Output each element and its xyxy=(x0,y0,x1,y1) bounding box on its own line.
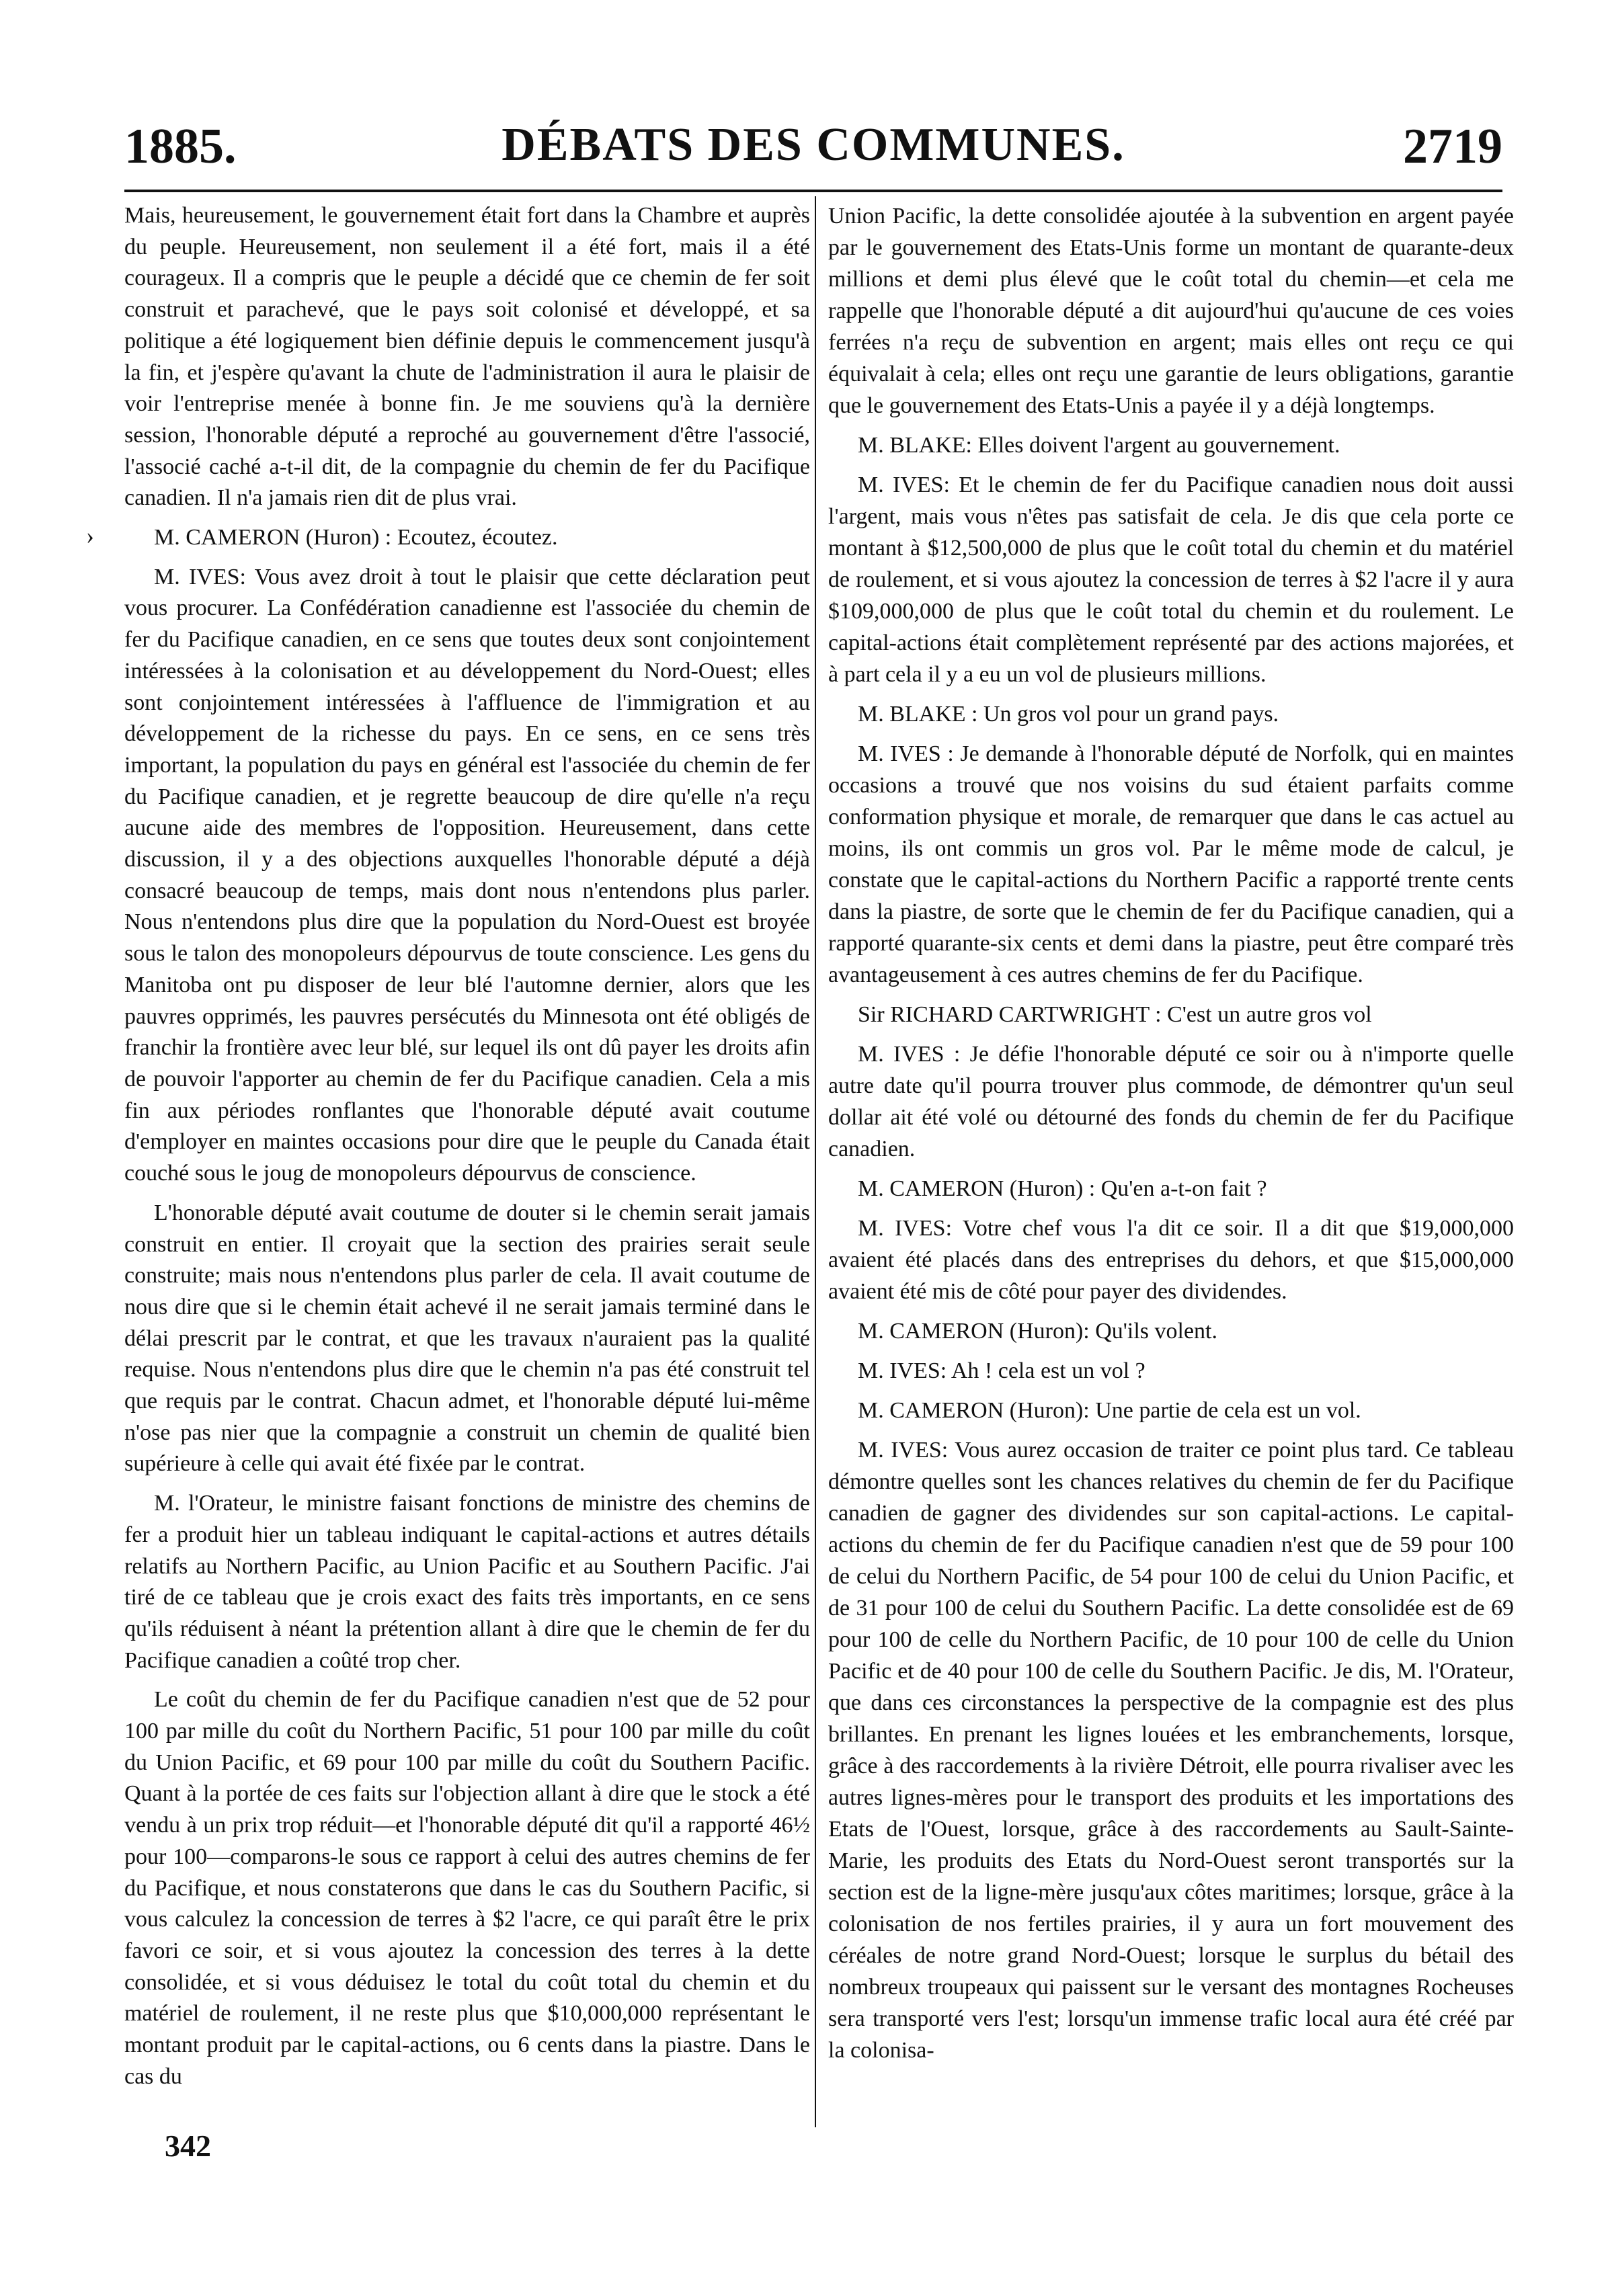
header-rule xyxy=(124,190,1502,192)
paragraph: M. BLAKE : Un gros vol pour un grand pays. xyxy=(858,702,1279,727)
paragraph: L'honorable député avait coutume de douter si le chemin serait jamais construit en entier. Il croyait que la section des prairies serait seule construite; mais nous n'entendons plus parler de cela. Il avait coutume de nous dire que si le chemin était achevé il ne serait jamais terminé dans le délai prescrit par le contrat, et que les travaux n'auraient pas la qualité requise. Nous n'entendons plus dire que le chemin n'a pas été construit tel que requis par le contrat. Chacun admet, et l'honorable député lui-même n'ose pas nier que la compagnie a construit un chemin de qualité bien supérieure à celle qui avait été fixée par le contrat. xyxy=(124,1200,810,1477)
paragraph: M. BLAKE: Elles doivent l'argent au gouvernement. xyxy=(858,433,1340,458)
paragraph: M. CAMERON (Huron): Une partie de cela est un vol. xyxy=(858,1398,1361,1423)
paragraph: M. IVES: Et le chemin de fer du Pacifique canadien nous doit aussi l'argent, mais vous n'êtes pas satisfait de cela. Je dis que cela porte ce montant à $12,500,000 de plus que le coût total du chemin et du matériel de roulement, et si vous ajoutez la concession de terres à $2 l'acre il y aura $109,000,000 de plus que le coût total du chemin et du roulement. Le capital-actions était complètement représenté par des actions majorées, et à part cela il y a eu un vol de plusieurs millions. xyxy=(828,473,1514,687)
paragraph: M. IVES: Vous avez droit à tout le plaisir que cette déclaration peut vous procurer. La Confédération canadienne est l'associée du chemin de fer du Pacifique canadien, en ce sens que toutes deux sont conjointement intéressées à la colonisation et au développement du Nord-Ouest; elles sont conjointement intéressées à l'affluence de l'immigration et au développement de la richesse du pays. En ce sens, en ce sens très important, la population du pays en général est l'associée du chemin de fer du Pacifique canadien, et je regrette beaucoup de dire qu'elle n'a reçu aucune aide des membres de l'opposition. Heureusement, dans cette discussion, il y a des objections auxquelles l'honorable député a déjà consacré beaucoup de temps, mais dont nous n'entendons plus parler. Nous n'entendons plus dire que la population du Nord-Ouest est broyée sous le talon des monopoleurs dépourvus de toute conscience. Les gens du Manitoba ont pu disposer de leur blé l'automne dernier, alors que les pauvres opprimés, les pauvres persécutés du Minnesota ont été obligés de franchir la frontière avec leur blé, sur lequel ils ont dû payer les droits afin de pouvoir l'apporter au chemin de fer du Pacifique canadien. Cela a mis fin aux périodes ronflantes que l'honorable député avait coutume d'employer en maintes occasions pour dire que le peuple du Canada était couché sous le joug de monopoleurs dépourvus de conscience. xyxy=(124,564,810,1186)
paragraph: Sir RICHARD CARTWRIGHT : C'est un autre gros vol xyxy=(858,1002,1372,1027)
paragraph: Union Pacific, la dette consolidée ajoutée à la subvention en argent payée par le gouvernement des Etats-Unis forme un montant de quarante-deux millions et demi plus élevé que le coût total du chemin—et cela me rappelle que l'honorable député a dit aujourd'hui qu'aucune de ces voies ferrées n'a reçu de subvention en argent; mais elles ont reçu ce qui équivalait à cela; elles ont reçu une garantie de leurs obligations, garantie que le gouvernement des Etats-Unis a payée il y a déjà longtemps. xyxy=(828,204,1514,418)
paragraph: M. CAMERON (Huron) : Ecoutez, écoutez. xyxy=(154,525,558,550)
left-column xyxy=(124,200,810,2100)
margin-mark: › xyxy=(86,522,94,549)
paragraph: M. IVES : Je demande à l'honorable député de Norfolk, qui en maintes occasions a trouvé que nos voisins du sud étaient parfaits comme conformation physique et morale, de remarquer que dans le cas actuel au moins, ils ont commis un gros vol. Par le même mode de calcul, je constate que le capital-actions du Northern Pacific a rapporté trente cents dans la piastre, de sorte que le chemin de fer du Pacifique canadien, qui a rapporté quarante-six cents et demi dans la piastre, peut être comparé très avantageusement à ces autres chemins de fer du Pacifique. xyxy=(828,741,1514,987)
header-year: 1885. xyxy=(124,119,237,174)
paragraph: Le coût du chemin de fer du Pacifique canadien n'est que de 52 pour 100 par mille du coût du Northern Pacific, 51 pour 100 par mille du coût du Union Pacific, et 69 pour 100 par mille du coût du Southern Pacific. Quant à la portée de ces faits sur l'objection allant à dire que le stock a été vendu à un prix trop réduit—et l'honorable député dit qu'il a rapporté 46½ pour 100—comparons-le sous ce rapport à celui des autres chemins de fer du Pacifique, et nous constaterons que dans le cas du Southern Pacific, si vous calculez la concession de terres à $2 l'acre, ce qui paraît être le prix favori ce soir, et si vous ajoutez la concession des terres à la dette consolidée, et si vous déduisez le total du coût total du chemin et du matériel de roulement, il ne reste plus que $10,000,000 représentant le montant produit par le capital-actions, ou 6 cents dans la piastre. Dans le cas du xyxy=(124,1687,810,2089)
right-column xyxy=(828,200,1514,2074)
paragraph: M. IVES: Ah ! cela est un vol ? xyxy=(858,1358,1145,1383)
signature-mark: 342 xyxy=(165,2129,211,2163)
paragraph: M. IVES : Je défie l'honorable député ce soir ou à n'importe quelle autre date qu'il pourra trouver plus commode, de démontrer qu'un seul dollar ait été volé ou détourné des fonds du chemin de fer du Pacifique canadien. xyxy=(828,1042,1514,1161)
paragraph: M. CAMERON (Huron): Qu'ils volent. xyxy=(858,1319,1218,1344)
paragraph: M. l'Orateur, le ministre faisant fonctions de ministre des chemins de fer a produit hier un tableau indiquant le capital-actions et autres détails relatifs au Northern Pacific, au Union Pacific et au Southern Pacific. J'ai tiré de ce tableau que je crois exact des faits très importants, en ce sens qu'ils réduisent à néant la prétention allant à dire que le chemin de fer du Pacifique canadien a coûté trop cher. xyxy=(124,1491,810,1673)
paragraph: M. IVES: Votre chef vous l'a dit ce soir. Il a dit que $19,000,000 avaient été placés dans des entreprises du dehors, et que $15,000,000 avaient été mis de côté pour payer des dividendes. xyxy=(828,1216,1514,1304)
header-title: DÉBATS DES COMMUNES. xyxy=(501,119,1125,171)
paragraph: Mais, heureusement, le gouvernement était fort dans la Chambre et auprès du peuple. Heureusement, non seulement il a été fort, mais il a été courageux. Il a compris que le peuple a décidé que ce chemin de fer soit construit et parachevé, que le pays soit colonisé et développé, et sa politique a été logiquement bien définie depuis le commencement jusqu'à la fin, et j'espère qu'avant la chute de l'administration il aura le plaisir de voir l'entreprise menée à bonne fin. Je me souviens qu'à la dernière session, l'honorable député a reproché au gouvernement d'être l'associé, l'associé caché a-t-il dit, de la compagnie du chemin de fer du Pacifique canadien. Il n'a jamais rien dit de plus vrai. xyxy=(124,203,810,511)
page-header xyxy=(124,118,1502,179)
paragraph: M. CAMERON (Huron) : Qu'en a-t-on fait ? xyxy=(858,1176,1267,1201)
header-page-number: 2719 xyxy=(1403,119,1502,174)
paragraph: M. IVES: Vous aurez occasion de traiter ce point plus tard. Ce tableau démontre quelles sont les chances relatives du chemin de fer du Pacifique canadien de gagner des dividendes sur son capital-actions. Le capital-actions du chemin de fer du Pacifique canadien n'est que de 59 pour 100 de celui du Northern Pacific, de 54 pour 100 de celui du Union Pacific, et de 31 pour 100 de celui du Southern Pacific. La dette consolidée est de 69 pour 100 de celle du Northern Pacific, de 10 pour 100 de celle du Union Pacific et de 40 pour 100 de celle du Southern Pacific. Je dis, M. l'Orateur, que dans ces circonstances la perspective de la compagnie est des plus brillantes. En prenant les lignes louées et les embranchements, lorsque, grâce à des raccordements à la rivière Détroit, elle pourra rivaliser avec les autres lignes-mères pour le transport des produits et les importations des Etats de l'Ouest, lorsque, grâce à des raccordements au Sault-Sainte-Marie, les produits des Etats du Nord-Ouest seront transportés sur la section est de la ligne-mère jusqu'aux côtes maritimes; lorsque, grâce à la colonisation de nos fertiles prairies, il y aura un fort mouvement des céréales de notre grand Nord-Ouest; lorsque le surplus du bétail des nombreux troupeaux qui paissent sur le versant des montagnes Rocheuses sera transporté vers l'est; lorsqu'un immense trafic local aura été créé par la colonisa- xyxy=(828,1438,1514,2063)
column-divider xyxy=(815,196,816,2127)
